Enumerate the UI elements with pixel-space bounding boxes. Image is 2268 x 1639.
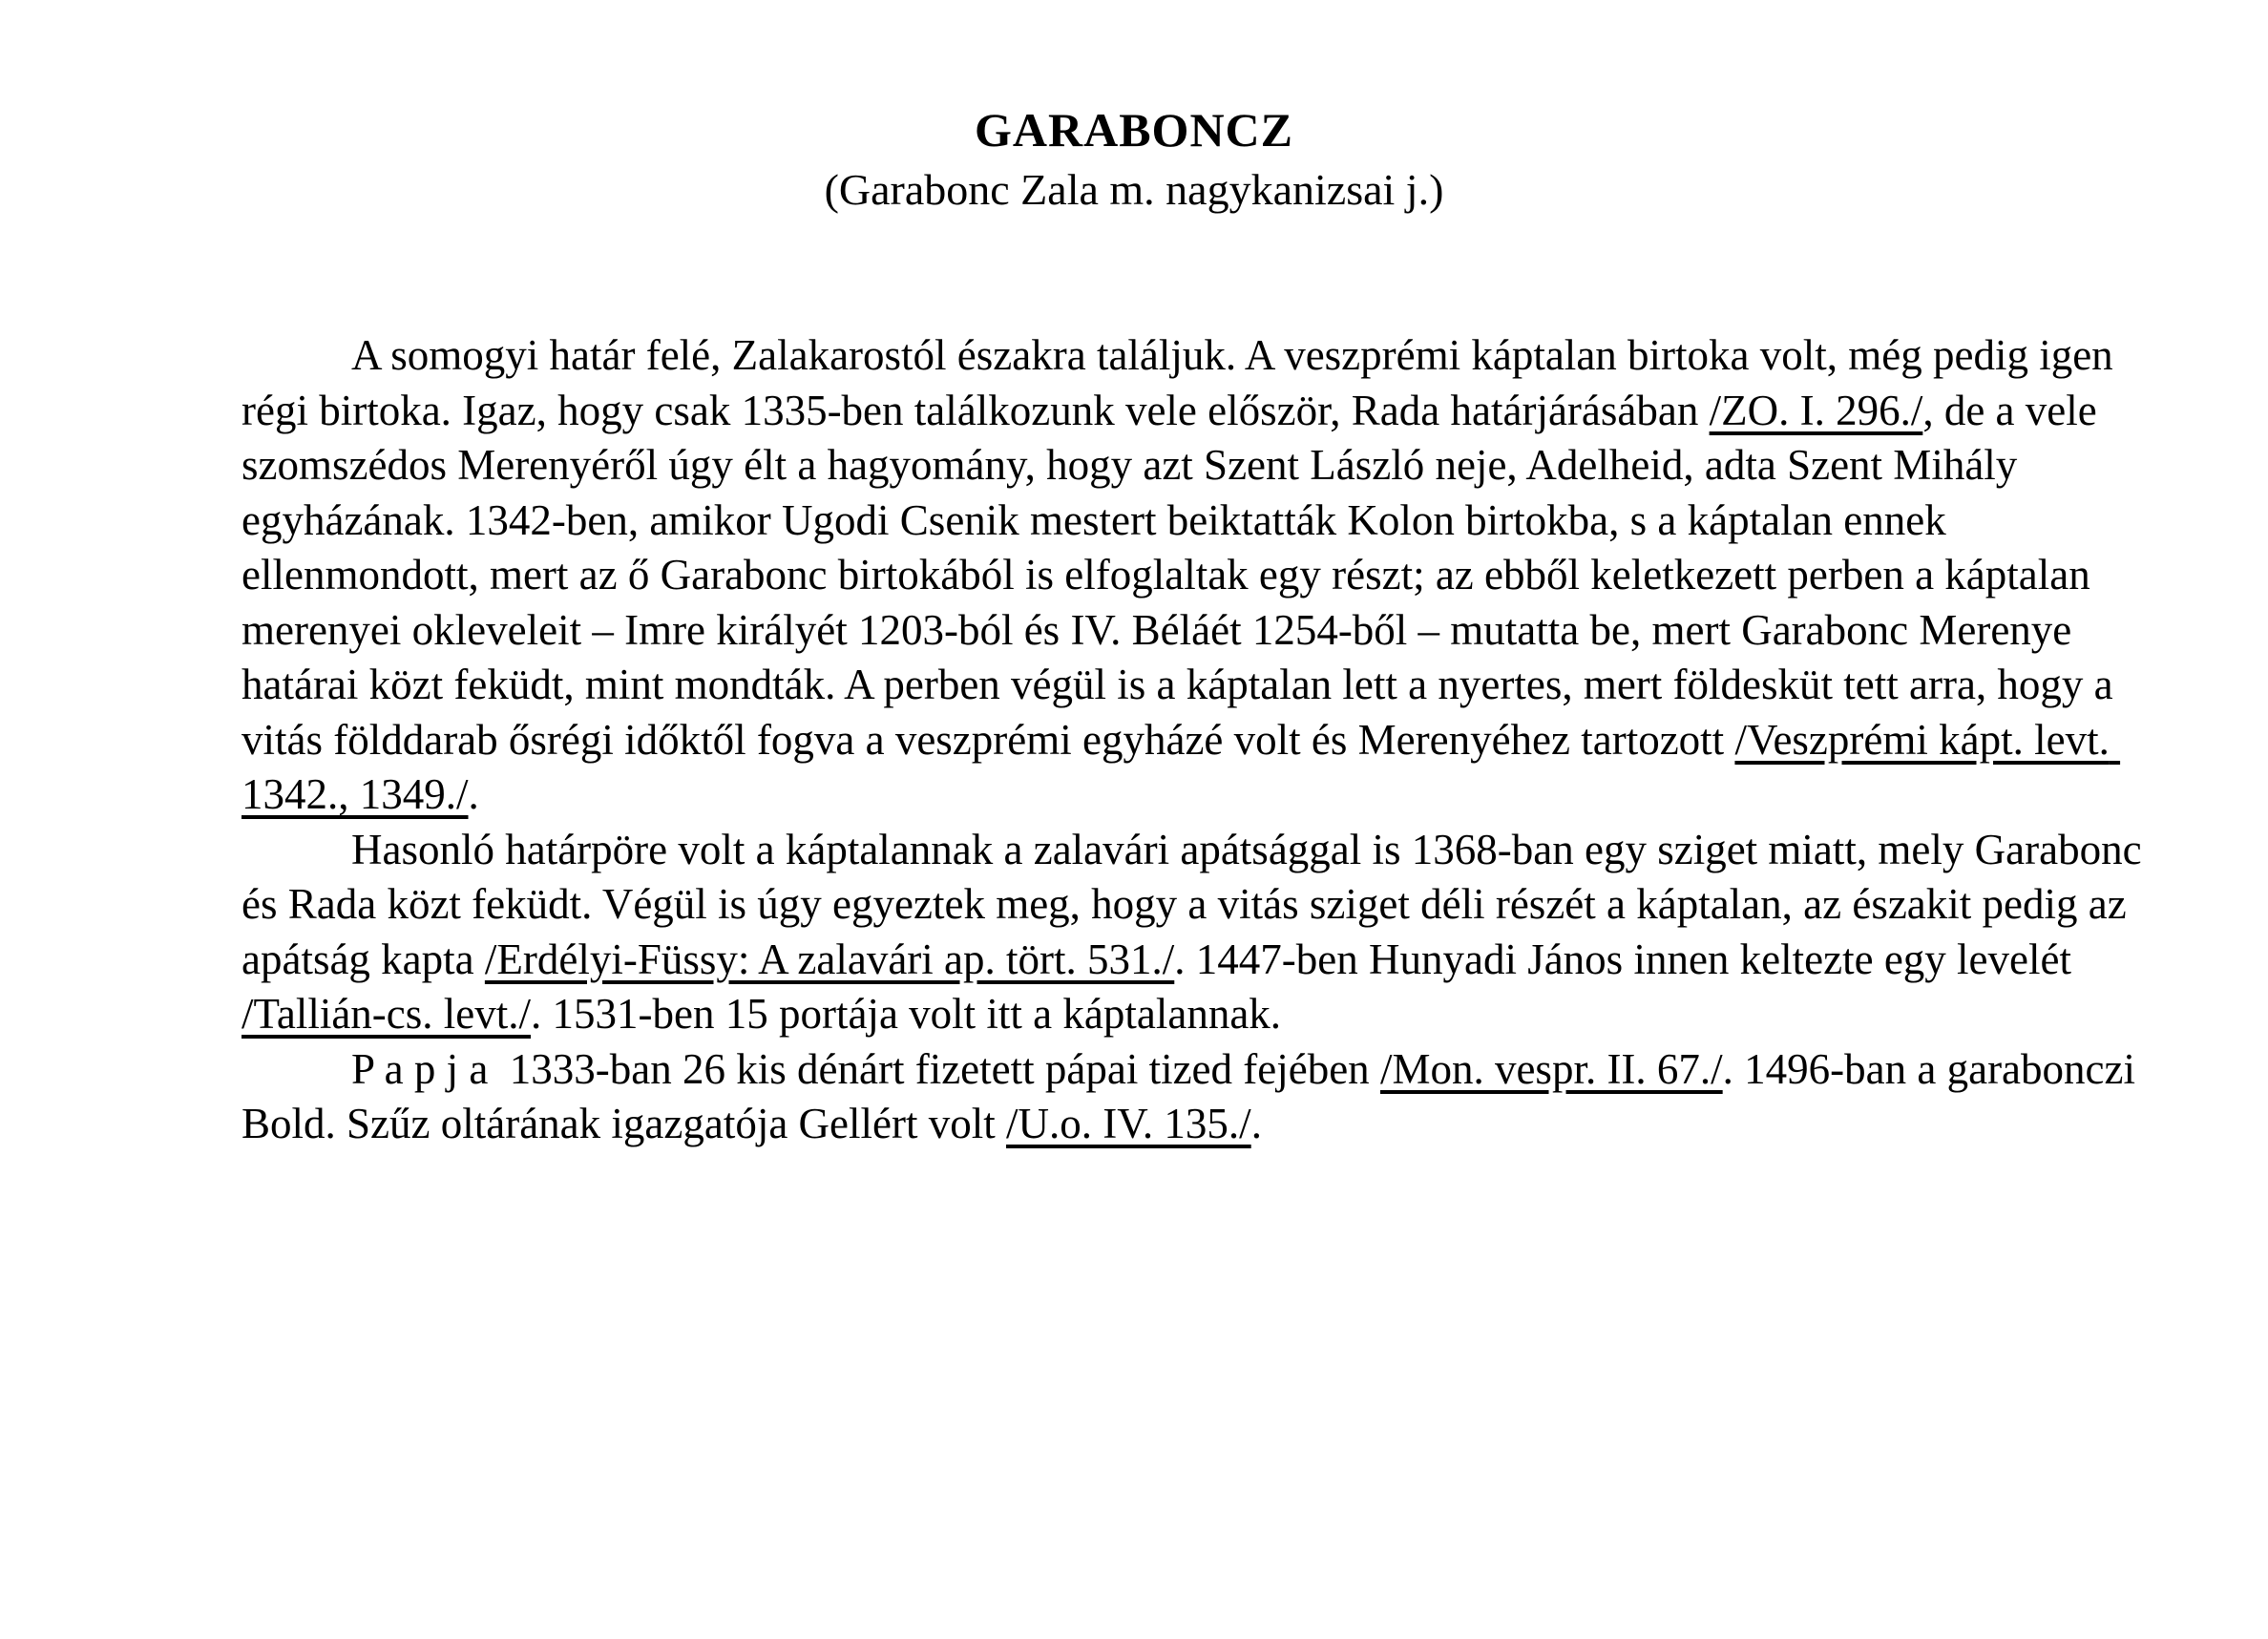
paragraph-border-dispute-text-3: . 1531-ben 15 portája volt itt a káptalannak. <box>531 990 1282 1038</box>
citation-mon-vespr: /Mon. vespr. II. 67./ <box>1379 1044 1723 1093</box>
citation-uo-iv-135: /U.o. IV. 135./ <box>1006 1100 1251 1147</box>
paragraph-history-text-2: , de a vele szomszédos Merenyéről úgy élt a hagyomány, hogy azt Szent László neje, Adelheid, adta Szent Mihály egyházának. 1342-ben, amikor Ugodi Csenik mestert beiktatták Kolon birtokba, s a káptalan ennek ellenmondott, mert az ő Garabonc birtokából is elfoglaltak egy részt; az ebből keletkezett perben a káptalan merenyei okleveleit – Imre királyét 1203-ból és IV. Béláét 1254-ből – mutatta be, mert Garabonc Merenye határai közt feküdt, mint mondták. A perben végül is a káptalan lett a nyertes, mert földesküt tett arra, hogy a vitás földdarab ősrégi időktől fogva a veszprémi egyházé volt és Merenyéhez tartozott <box>242 386 2124 764</box>
page-subtitle: (Garabonc Zala m. nagykanizsai j.) <box>824 165 1444 214</box>
paragraph-border-dispute <box>242 823 2170 1042</box>
citation-tallian-cs-levt: /Tallián-cs. levt./ <box>242 990 532 1038</box>
paragraph-history-text-1: A somogyi határ felé, Zalakarostól északra találjuk. A veszprémi káptalan birtoka volt, még pedig igen régi birtoka. Igaz, hogy csak 1335-ben találkozunk vele először, Rada határjárásában <box>242 331 2124 434</box>
citation-zo-i-296: /ZO. I. 296./ <box>1709 386 1923 434</box>
citation-veszpremi-kapt-levt: /Veszprémi kápt. levt. 1342., 1349./ <box>242 715 2121 818</box>
paragraph-priest <box>242 1042 2170 1152</box>
paragraph-history-text-3: . <box>468 770 479 818</box>
paragraph-priest-text-2: . 1496-ban a garabonczi Bold. Szűz oltárának igazgatója Gellért volt <box>242 1044 2147 1147</box>
paragraph-priest-text-1: P a p j a 1333-ban 26 kis dénárt fizetett pápai tized fejében <box>351 1044 1380 1093</box>
paragraph-history <box>242 328 2170 823</box>
paragraph-border-dispute-text-2: . 1447-ben Hunyadi János innen keltezte egy levelét <box>1174 935 2083 983</box>
paragraph-border-dispute-text-1: Hasonló határpöre volt a káptalannak a zalavári apátsággal is 1368-ban egy sziget miatt, mely Garabonc és Rada közt feküdt. Végül is úgy egyeztek meg, hogy a vitás sziget déli részét a káptalan, az északit pedig az apátság kapta <box>242 825 2152 983</box>
document-body <box>242 328 2170 1152</box>
citation-erdelyi-fussy: /Erdélyi-Füssy: A zalavári ap. tört. 531./ <box>484 935 1175 983</box>
paragraph-priest-text-3: . <box>1250 1100 1262 1147</box>
document-header <box>0 0 2268 218</box>
page-title: GARABONCZ <box>974 103 1294 157</box>
